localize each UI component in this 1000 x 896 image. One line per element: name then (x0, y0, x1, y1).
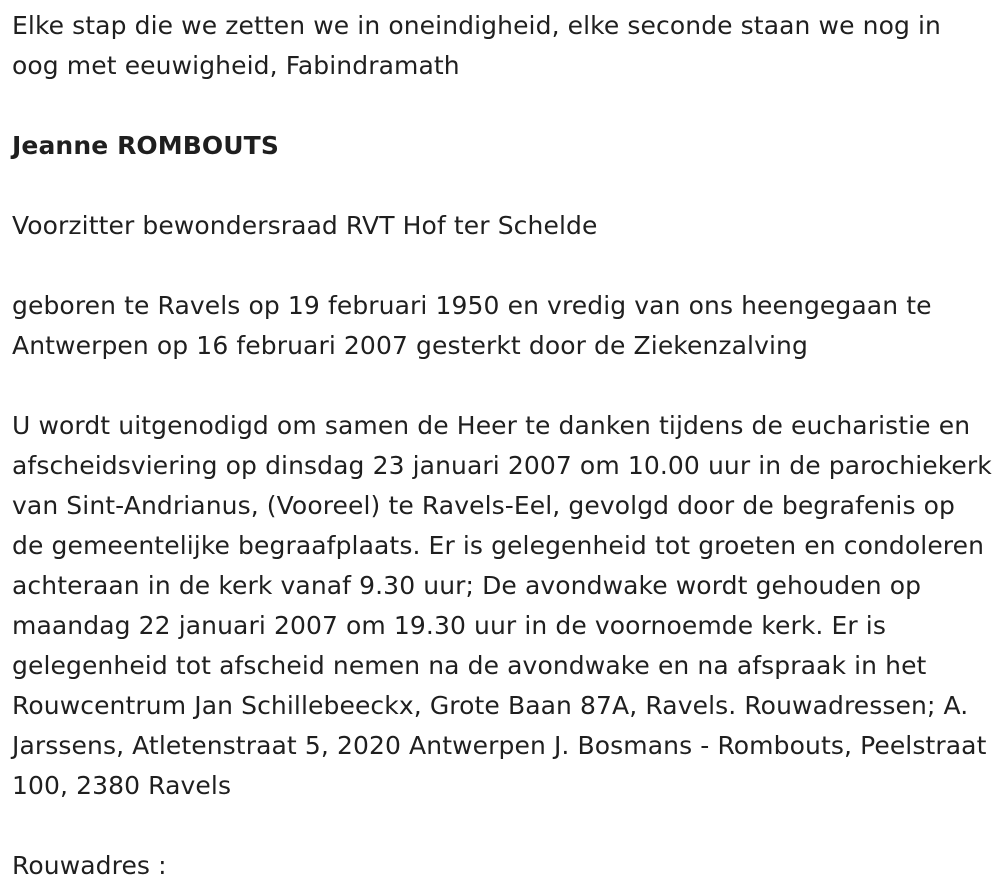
birth-death-details: geboren te Ravels op 19 februari 1950 en vredig van ons heengegaan te Antwerpen op 16 februari 2007 gesterkt door de Ziekenzalving (12, 291, 932, 360)
address-label: Rouwadres : (12, 851, 167, 880)
deceased-name: Jeanne ROMBOUTS (12, 131, 279, 160)
memorial-quote: Elke stap die we zetten we in oneindigheid, elke seconde staan we nog in oog met eeuwigheid, Fabindramath (12, 11, 941, 80)
funeral-invitation: U wordt uitgenodigd om samen de Heer te danken tijdens de eucharistie en afscheidsviering op dinsdag 23 januari 2007 om 10.00 uur in de parochiekerk van Sint-Andrianus, (Vooreel) te Ravels-Eel, gevolgd door de begrafenis op de gemeentelijke begraafplaats. Er is gelegenheid tot groeten en condoleren achteraan in de kerk vanaf 9.30 uur; De avondwake wordt gehouden op maandag 22 januari 2007 om 19.30 uur in de voornoemde kerk. Er is gelegenheid tot afscheid nemen na de avondwake en na afspraak in het Rouwcentrum Jan Schillebeeckx, Grote Baan 87A, Ravels. Rouwadressen; A. Jarssens, Atletenstraat 5, 2020 Antwerpen J. Bosmans - Rombouts, Peelstraat 100, 2380 Ravels (12, 411, 992, 800)
deceased-role: Voorzitter bewondersraad RVT Hof ter Schelde (12, 211, 598, 240)
